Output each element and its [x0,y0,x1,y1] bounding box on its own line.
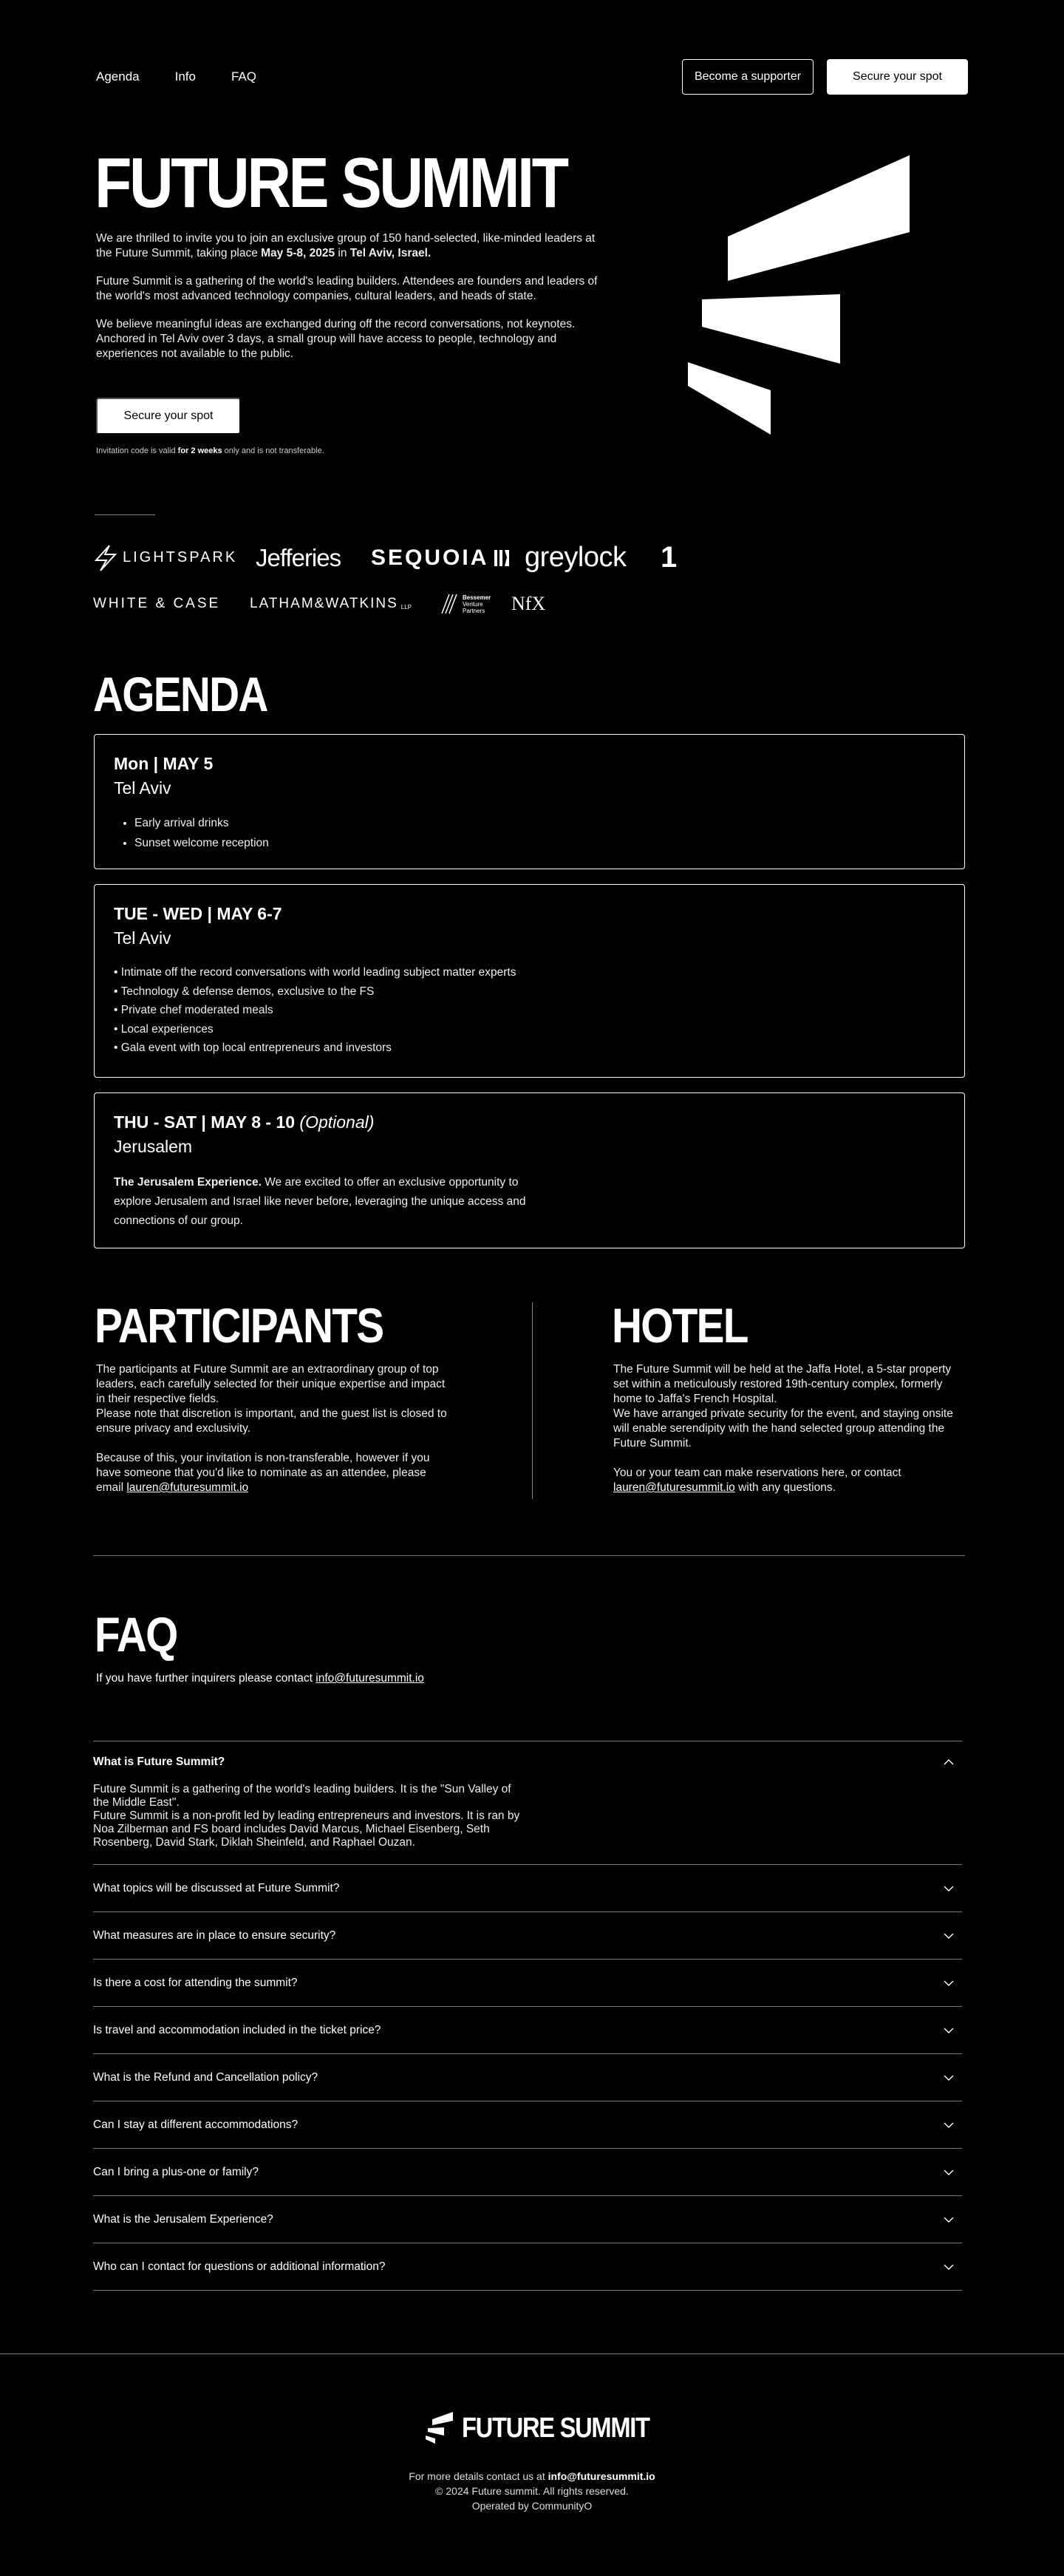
list-item: • Early arrival drinks [134,813,945,833]
latham-watkins-logo: LATHAM&WATKINS LLP [250,596,412,611]
participants-paragraph-1b: Please note that discretion is important, and the guest list is closed to ensure privacy and exclusivity. [96,1407,447,1435]
footer-email-link[interactable]: info@futuresummit.io [548,2470,655,2482]
lightning-icon [93,544,118,572]
footer-logo[interactable] [425,2412,680,2444]
participants-title: PARTICIPANTS [95,1298,383,1353]
hotel-paragraph-1b: We have arranged private security for the event, and staying onsite will enable serendipity with the hand selected group attending the Future Summit. [613,1407,953,1450]
invitation-note: Invitation code is valid for 2 weeks only and is not transferable. [96,446,324,455]
chevron-down-icon [943,2119,955,2131]
faq-item[interactable] [93,1864,962,1911]
participants-email-link[interactable]: lauren@futuresummit.io [126,1481,249,1494]
list-item: • Gala event with top local entrepreneurs and investors [114,1041,392,1054]
chevron-down-icon [943,2261,955,2273]
faq-question[interactable]: What topics will be discussed at Future Summit? [93,1865,962,1911]
faq-item[interactable] [93,2148,962,2195]
chevron-down-icon [943,2167,955,2178]
chevron-down-icon [943,2072,955,2084]
nav-link-faq[interactable]: FAQ [231,69,256,84]
participants-text [96,1362,451,1510]
optional-label: (Optional) [299,1112,375,1132]
chevron-down-icon [943,1883,955,1894]
agenda-day-1-city: Tel Aviv [114,778,171,798]
faq-question[interactable]: What measures are in place to ensure security? [93,1912,962,1959]
chevron-down-icon [943,1930,955,1942]
faq-question[interactable]: What is Future Summit? [93,1741,962,1783]
jerusalem-experience-text: The Jerusalem Experience. We are excited to offer an exclusive opportunity to explore Jerusalem and Israel like never before, leveraging the unique access and connections of our group. [114,1176,526,1227]
become-supporter-button[interactable]: Become a supporter [682,59,814,95]
divider [95,514,155,515]
faq-question[interactable]: Is there a cost for attending the summit? [93,1960,962,2006]
sequoia-tree-icon [493,548,511,568]
list-item: • Intimate off the record conversations with world leading subject matter experts [114,966,516,979]
agenda-day-3-city: Jerusalem [114,1137,193,1156]
hotel-paragraph-1: The Future Summit will be held at the Jaffa Hotel, a 5-star property set within a meticulously restored 19th-century complex, formerly home to Jaffa's French Hospital. [613,1363,952,1405]
agenda-day-2-card [94,884,965,1078]
hotel-title: HOTEL [612,1298,748,1353]
sequoia-logo: SEQUOIA [371,546,519,571]
faq-item[interactable] [93,2101,962,2148]
chevron-up-icon [943,1756,955,1768]
nav-link-agenda[interactable]: Agenda [96,69,140,84]
participants-paragraph-2: Because of this, your invitation is non-transferable, however if you have someone that you'd like to nominate as an attendee, please email lauren@futuresummit.io [96,1452,430,1494]
faq-question[interactable]: Can I stay at different accommodations? [93,2101,962,2148]
white-case-logo: WHITE & CASE [93,596,221,611]
hotel-paragraph-2: You or your team can make reservations here, or contact lauren@futuresummit.io with any questions. [613,1467,901,1494]
footer-brand: FUTURE SUMMIT [462,2412,649,2444]
nav-link-info[interactable]: Info [174,69,196,84]
agenda-day-1-heading: Mon | MAY 5 [114,754,214,773]
footer-copyright: © 2024 Future summit. All rights reserved. [435,2485,629,2497]
agenda-day-3-card [94,1092,965,1248]
top-nav [96,59,968,95]
nav-buttons [682,59,968,95]
faq-question[interactable]: Who can I contact for questions or additional information? [93,2243,962,2290]
faq-title: FAQ [95,1607,177,1662]
agenda-day-2-heading: TUE - WED | MAY 6-7 [114,904,282,923]
faq-answer: Future Summit is a gathering of the world's leading builders. It is the "Sun Valley of the Middle East". Future Summit is a non-profit led by leading entrepreneurs and investors. It is ran by Noa Zilberman and FS board includes David Marcus, Michael Eisenberg, Seth Rosenberg, David Stark, Diklah Sheinfeld, and Raphael Ouzan. [93,1783,520,1849]
chevron-down-icon [943,2214,955,2226]
hero-paragraph-3: We believe meaningful ideas are exchanged during off the record conversations, not keynotes. Anchored in Tel Aviv over 3 days, a small group will have access to people, technology and experiences not available to the public. [96,318,576,360]
agenda-day-1-list [134,813,945,853]
section-divider [93,1555,965,1556]
hero-text [96,231,606,375]
list-item: • Private chef moderated meals [114,1004,273,1016]
footer-text [0,2469,1064,2513]
agenda-day-3-heading: THU - SAT | MAY 8 - 10 (Optional) [114,1112,375,1132]
bessemer-mark-icon [439,593,460,615]
faq-item[interactable] [93,2006,962,2053]
faq-question[interactable]: What is the Jerusalem Experience? [93,2196,962,2243]
nfx-logo: NfX [511,593,546,614]
hotel-email-link[interactable]: lauren@futuresummit.io [613,1481,735,1494]
agenda-day-2-list [114,963,945,1058]
hero-paragraph-1: We are thrilled to invite you to join an exclusive group of 150 hand-selected, like-minded leaders at the Future Summit, taking place May 5-8, 2025 in Tel Aviv, Israel. [96,232,596,259]
faq-item[interactable] [93,2243,962,2291]
partner-logos-row-2 [93,593,545,615]
nav-links [96,69,256,84]
list-item: • Sunset welcome reception [134,833,945,853]
column-divider [532,1302,533,1499]
lightspark-logo: LIGHTSPARK [93,544,248,572]
faq-list [93,1741,962,2291]
faq-question[interactable]: Is travel and accommodation included in the ticket price? [93,2007,962,2053]
hotel-text [613,1362,969,1510]
nav-secure-spot-button[interactable]: Secure your spot [827,59,968,95]
faq-item[interactable] [93,1911,962,1959]
faq-question[interactable]: What is the Refund and Cancellation policy? [93,2054,962,2101]
chevron-down-icon [943,2025,955,2036]
list-item: • Local experiences [114,1022,214,1036]
jefferies-logo: Jefferies [256,543,341,571]
faq-item-open[interactable] [93,1741,962,1864]
footer-contact: For more details contact us at info@futuresummit.io [409,2470,655,2482]
hero-title: FUTURE SUMMIT [95,143,567,222]
footer-operated: Operated by CommunityO [471,2500,593,2512]
agenda-title: AGENDA [93,667,267,721]
faq-item[interactable] [93,2053,962,2101]
future-summit-emblem-icon [425,2412,454,2444]
participants-paragraph-1: The participants at Future Summit are an extraordinary group of top leaders, each carefully selected for their unique expertise and impact in their respective fields. [96,1363,446,1405]
list-item: • Technology & defense demos, exclusive to the FS [114,985,375,998]
greylock-logo: greylock [525,542,627,573]
hero-secure-spot-button[interactable]: Secure your spot [96,398,241,435]
faq-intro: If you have further inquirers please contact info@futuresummit.io [96,1672,424,1685]
faq-question[interactable]: Can I bring a plus-one or family? [93,2149,962,2195]
one-logo: 1 [661,541,678,574]
chevron-down-icon [943,1977,955,1989]
faq-item[interactable] [93,2195,962,2243]
faq-item[interactable] [93,1959,962,2006]
bessemer-logo: Bessemer Venture Partners [439,593,511,615]
agenda-day-1-card [94,734,965,869]
partner-logos-row-1 [93,541,677,574]
future-summit-emblem-icon [683,155,920,444]
faq-email-link[interactable]: info@futuresummit.io [316,1672,424,1685]
hero-paragraph-2: Future Summit is a gathering of the world's leading builders. Attendees are founders and leaders of the world's most advanced technology companies, cultural leaders, and heads of state. [96,275,598,302]
agenda-day-2-city: Tel Aviv [114,928,171,948]
